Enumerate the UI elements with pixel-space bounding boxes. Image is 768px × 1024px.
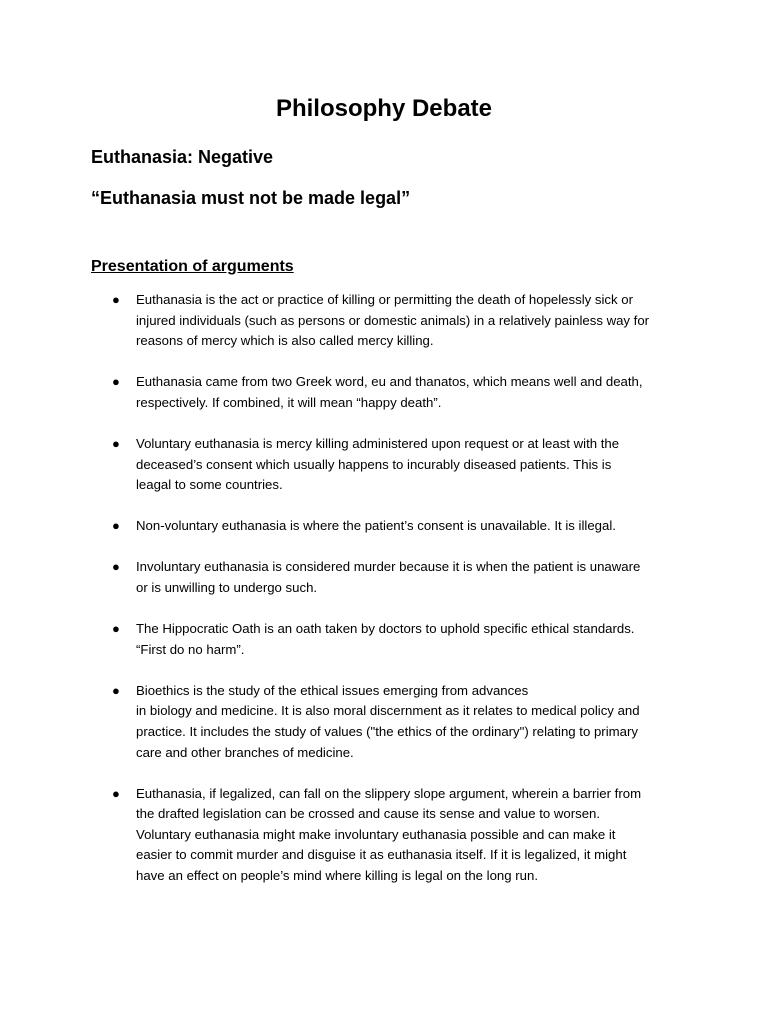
section-heading: Presentation of arguments <box>91 258 294 275</box>
bullet-line: the drafted legislation can be crossed and cause its sense and value to worsen. <box>136 806 601 822</box>
bullet-line: respectively. If combined, it will mean “happy death”. <box>136 394 442 410</box>
bullet-line: Euthanasia is the act or practice of killing or permitting the death of hopelessly sick or <box>136 292 633 307</box>
list-item <box>0 372 768 413</box>
debate-position: Euthanasia: Negative <box>91 147 274 167</box>
bullet-line: Involuntary euthanasia is considered murder because it is when the patient is unaware <box>136 559 641 575</box>
bullet-icon: ● <box>112 559 120 575</box>
bullet-line: care and other branches of medicine. <box>136 744 354 760</box>
bullet-line: Bioethics is the study of the ethical issues emerging from advances <box>136 682 529 698</box>
document-title: Philosophy Debate <box>275 95 493 122</box>
bullet-line: deceased’s consent which usually happens to incurably diseased patients. This is <box>136 456 612 472</box>
bullet-line: practice. It includes the study of values ("the ethics of the ordinary") relating to primary <box>136 723 638 739</box>
bullet-icon: ● <box>112 374 120 390</box>
debate-motion: “Euthanasia must not be made legal” <box>91 188 411 208</box>
bullet-line: Euthanasia came from two Greek word, eu and thanatos, which means well and death, <box>136 374 643 390</box>
bullet-line: in biology and medicine. It is also moral discernment as it relates to medical policy and <box>136 703 640 719</box>
bullet-line: have an effect on people’s mind where killing is legal on the long run. <box>136 867 538 883</box>
bullet-line: Voluntary euthanasia might make involuntary euthanasia possible and can make it <box>136 826 616 842</box>
bullet-line: reasons of mercy which is also called mercy killing. <box>136 333 434 349</box>
bullet-line: The Hippocratic Oath is an oath taken by doctors to uphold specific ethical standards. <box>136 621 635 637</box>
bullet-line: injured individuals (such as persons or domestic animals) in a relatively painless way for <box>136 312 650 328</box>
list-item <box>0 434 768 496</box>
bullet-icon: ● <box>112 621 120 637</box>
list-item <box>0 619 768 660</box>
arguments-list <box>0 290 768 907</box>
bullet-icon: ● <box>112 682 120 698</box>
list-item <box>0 516 768 537</box>
bullet-icon: ● <box>112 435 120 451</box>
list-item <box>0 290 768 352</box>
bullet-line: easier to commit murder and disguise it as euthanasia itself. If it is legalized, it might <box>136 847 627 863</box>
bullet-line: Non-voluntary euthanasia is where the patient’s consent is unavailable. It is illegal. <box>136 518 616 534</box>
bullet-icon: ● <box>112 518 120 534</box>
bullet-line: leagal to some countries. <box>136 477 283 493</box>
list-item <box>0 557 768 598</box>
list-item <box>0 784 768 887</box>
bullet-line: Voluntary euthanasia is mercy killing administered upon request or at least with the <box>136 435 620 451</box>
bullet-line: Euthanasia, if legalized, can fall on the slippery slope argument, wherein a barrier from <box>136 785 642 801</box>
bullet-line: or is unwilling to undergo such. <box>136 579 318 595</box>
list-item <box>0 681 768 763</box>
bullet-line: “First do no harm”. <box>136 641 245 657</box>
bullet-icon: ● <box>112 785 120 801</box>
bullet-icon: ● <box>112 292 120 307</box>
